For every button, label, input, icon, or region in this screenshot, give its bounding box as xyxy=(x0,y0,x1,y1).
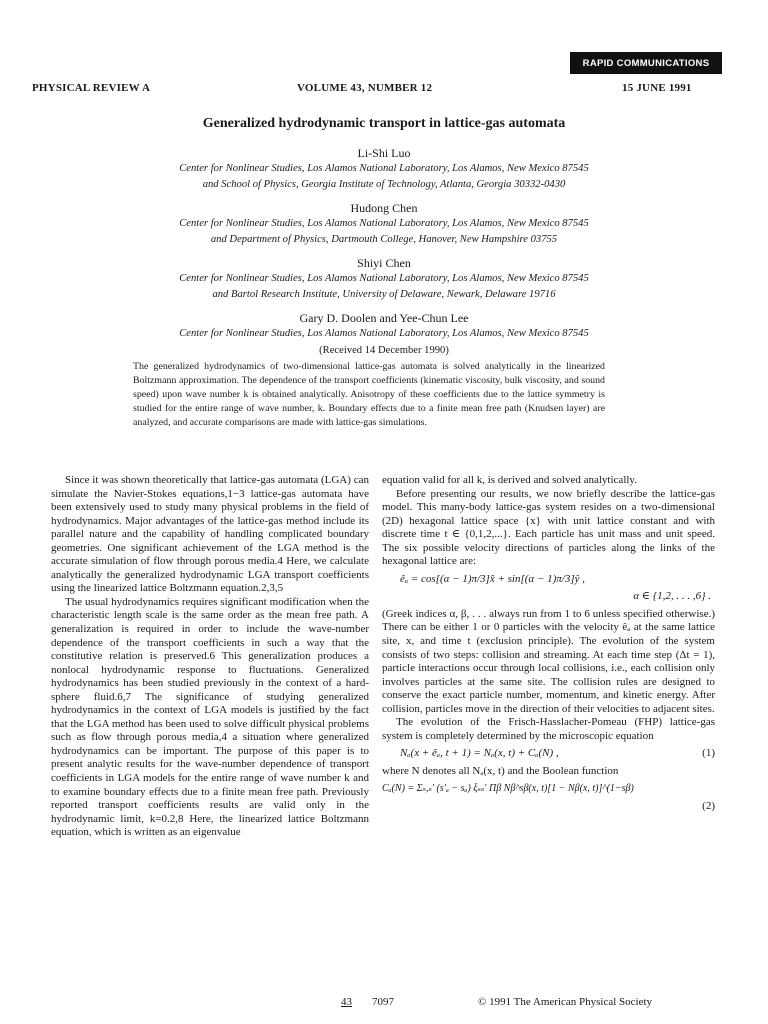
footer-copyright: © 1991 The American Physical Society xyxy=(478,996,653,1008)
body-paragraph: The usual hydrodynamics requires significant modification when the characteristic length scale is the same order as the mean free path. A generalization is required in order to include the wave-number dependence of the transport coefficients in such a way that the constitutive relation is preserved.6 This generalization produces a nonlocal hydrodynamic response to fluctuations. Generalized hydrodynamics has been studied previously in the context of a hard-sphere fluid.6,7 The significance of studying generalized hydrodynamics in the context of LGA models is justified by the fact that the LGA method has been used to solve difficult physical problems such as flow through porous media,4 a situation where generalized hydrodynamics can be important. The purpose of this paper is to present analytic results for the wave-number dependence of transport coefficients in LGA models for the entire range of wave number k and to examine boundary effects due to a finite mean free path. Previously reported transport coefficients results are valid only in the hydrodynamic limit, k=0.2,8 Here, the linearized lattice Boltzmann equation, which is written as an eigenvalue xyxy=(51,595,369,839)
body-paragraph: The evolution of the Frisch-Hasslacher-Pomeau (FHP) lattice-gas system is completely determined by the microscopic equation xyxy=(382,716,715,742)
body-paragraph: where N denotes all Nₐ(x, t) and the Boolean function xyxy=(382,764,619,777)
velocity-index-range: α ∈ {1,2, . . . ,6} . xyxy=(633,590,711,603)
author-affiliation xyxy=(0,216,768,247)
affiliation-line: and School of Physics, Georgia Institute of Technology, Atlanta, Georgia 30332-0430 xyxy=(202,178,566,190)
journal-name: PHYSICAL REVIEW A xyxy=(32,82,151,94)
badge-label: RAPID COMMUNICATIONS xyxy=(582,57,710,69)
author-affiliation xyxy=(0,326,768,342)
equation-1-text: Nₐ(x + êₐ, t + 1) = Nₐ(x, t) + Cₐ(N) , xyxy=(400,747,559,760)
author-affiliation xyxy=(0,161,768,192)
equation-2-text: Cₐ(N) = Σₛ,ₛ′ (s′ₐ − sₐ) ξₛₛ′ Πβ Nβ^sβ(x, t)[1 − Nβ(x, t)]^(1−sβ) xyxy=(382,783,634,795)
affiliation-line: Center for Nonlinear Studies, Los Alamos National Laboratory, Los Alamos, New Mexico 87545 xyxy=(179,273,589,284)
body-paragraph: Before presenting our results, we now briefly describe the lattice-gas model. This many-body lattice-gas system resides on a two-dimensional (2D) hexagonal lattice space {x} with unit lattice constant and with discrete time t ∈ {0,1,2,...}. Each particle has unit mass and unit speed. The six possible velocity directions of particles along the links of the hexagonal lattice are: xyxy=(382,487,715,568)
author-name: Li-Shi Luo xyxy=(357,146,411,160)
equation-1-number: (1) xyxy=(702,747,715,760)
left-column xyxy=(51,474,369,840)
footer-volume: 43 xyxy=(341,996,352,1008)
body-paragraph: (Greek indices α, β, . . . always run from 1 to 6 unless specified otherwise.) There can be either 1 or 0 particles with the velocity êₐ at the same lattice site, x, and time t (exclusion principle). The evolution of the system consists of two steps: collision and streaming. At each time step (Δt = 1), particle interactions occur through local collisions, i.e., each collision only involves particles at the same site. The collision rules are designed to conserve the exact particle number, momentum, and kinetic energy. After collision, particles move in the direction of their velocities to adjacent sites. xyxy=(382,607,715,715)
affiliation-line: Center for Nonlinear Studies, Los Alamos National Laboratory, Los Alamos, New Mexico 87545 xyxy=(179,218,589,229)
equation-1 xyxy=(382,747,715,761)
right-column xyxy=(382,474,715,818)
volume-number: VOLUME 43, NUMBER 12 xyxy=(297,82,433,94)
equation-2-number: (2) xyxy=(702,800,715,813)
received-date: (Received 14 December 1990) xyxy=(319,345,449,356)
abstract xyxy=(133,360,605,430)
rapid-communications-badge xyxy=(570,52,722,74)
affiliation-line: Center for Nonlinear Studies, Los Alamos National Laboratory, Los Alamos, New Mexico 87545 xyxy=(179,328,589,339)
author-affiliation xyxy=(0,271,768,302)
issue-date: 15 JUNE 1991 xyxy=(622,82,692,94)
author-name: Hudong Chen xyxy=(350,201,418,215)
footer-page-number: 7097 xyxy=(372,996,394,1008)
paper-title: Generalized hydrodynamic transport in lattice-gas automata xyxy=(202,116,566,131)
equation-2 xyxy=(382,782,715,796)
velocity-equation: êₐ = cos[(α − 1)π/3]x̂ + sin[(α − 1)π/3]ŷ , xyxy=(400,572,586,585)
abstract-text: The generalized hydrodynamics of two-dimensional lattice-gas automata is solved analytically in the linearized Boltzmann approximation. The dependence of the transport coefficients (kinematic viscosity, bulk viscosity, and sound speed) upon wave number k is obtained analytically. Anisotropy of these coefficients due to the lattice symmetry is studied for the entire range of wave number, k. Boundary effects due to a finite mean free path (Knudsen layer) are analyzed, and accurate comparisons are made with lattice-gas simulations. xyxy=(133,361,605,428)
body-paragraph: equation valid for all k, is derived and solved analytically. xyxy=(382,474,637,486)
affiliation-line: Center for Nonlinear Studies, Los Alamos National Laboratory, Los Alamos, New Mexico 87545 xyxy=(179,163,589,174)
author-name: Shiyi Chen xyxy=(357,256,411,270)
affiliation-line: and Bartol Research Institute, University of Delaware, Newark, Delaware 19716 xyxy=(212,288,556,300)
body-paragraph: Since it was shown theoretically that lattice-gas automata (LGA) can simulate the Navier-Stokes equations,1−3 lattice-gas automata have been extensively used to study many physical problems in the field of hydrodynamics. Major advantages of the lattice-gas method include its parallel nature and the capability of handling complicated boundary geometries. One significant achievement of the LGA method is the accurate simulation of flow through porous media.4 Here, we calculate analytically the generalized hydrodynamic LGA transport coefficients using the linearized lattice Boltzmann equation.2,3,5 xyxy=(51,474,369,595)
affiliation-line: and Department of Physics, Dartmouth College, Hanover, New Hampshire 03755 xyxy=(210,233,558,245)
author-name: Gary D. Doolen and Yee-Chun Lee xyxy=(299,311,469,325)
